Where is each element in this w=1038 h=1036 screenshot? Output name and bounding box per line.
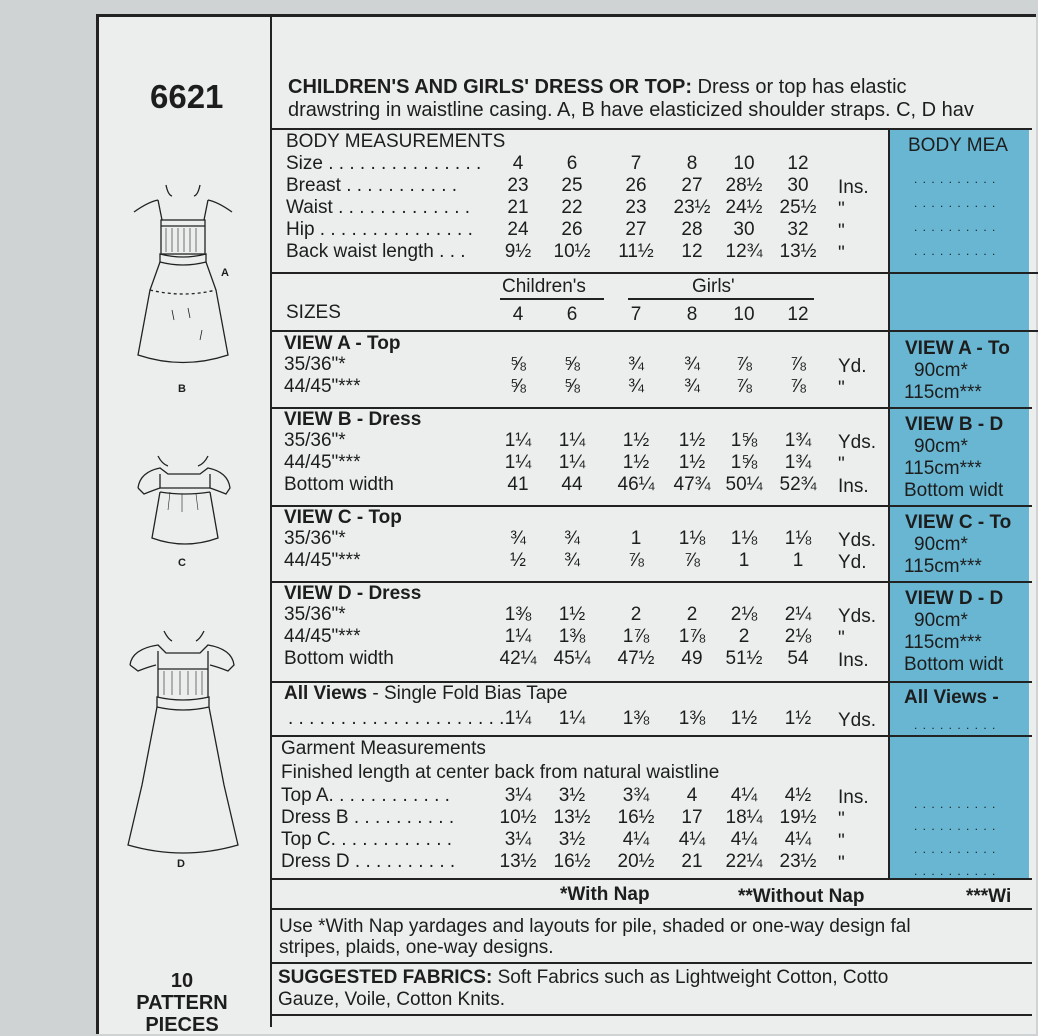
nap-note-line1: Use *With Nap yardages and layouts for pile, shaded or one-way design fal [279, 916, 911, 937]
yardage-value: 54 [787, 648, 809, 669]
yardage-value: 1⅛ [784, 528, 812, 549]
measurement-value: 25 [561, 175, 583, 196]
garment-value: 4¼ [678, 829, 706, 850]
yardage-value: 1 [792, 550, 804, 571]
metric-dots: . . . . . . . . . . [914, 864, 997, 878]
view-heading [284, 409, 421, 431]
measurement-value: 8 [686, 153, 698, 174]
pattern-pieces [112, 970, 252, 1036]
yardage-value: 42¼ [499, 648, 537, 669]
yardage-value: 41 [507, 474, 529, 495]
garment-value: 19½ [779, 807, 817, 828]
garment-heading: Garment Measurements [281, 738, 486, 759]
view-row-unit: Ins. [838, 650, 869, 671]
yardage-value: ¾ [564, 528, 580, 549]
yardage-value: 51½ [725, 648, 763, 669]
section-divider [272, 1014, 1032, 1016]
garment-value: 13½ [553, 807, 591, 828]
yardage-value: ⅝ [510, 354, 526, 375]
yardage-value: ¾ [510, 528, 526, 549]
yardage-value: 47¾ [673, 474, 711, 495]
measurement-value: 23 [507, 175, 529, 196]
yardage-value: 1 [630, 528, 642, 549]
yardage-value: 1½ [558, 604, 586, 625]
yardage-value: 1½ [622, 452, 650, 473]
measurement-value: 26 [561, 219, 583, 240]
view-row-unit: Ins. [838, 476, 869, 497]
measurement-value: 12 [681, 241, 703, 262]
all-views-heading [284, 683, 567, 705]
fabrics-heading: SUGGESTED FABRICS: [278, 967, 493, 988]
view-row-label: 44/45"*** [284, 376, 361, 397]
metric-dots: . . . . . . . . . . [914, 842, 997, 856]
pattern-pieces-label2: PIECES [145, 1014, 219, 1036]
view-name: VIEW D [284, 583, 352, 604]
third-nap-legend: ***Wi [966, 886, 1012, 907]
view-row-label: 35/36"* [284, 354, 346, 375]
yardage-value: 1¼ [558, 452, 586, 473]
yardage-value: ¾ [628, 354, 644, 375]
garment-value: 3½ [558, 785, 586, 806]
without-nap-legend: **Without Nap [738, 886, 865, 907]
size-value: 4 [512, 304, 524, 325]
section-divider [272, 908, 1032, 910]
garment-value: 17 [681, 807, 703, 828]
yardage-value: 2⅛ [730, 604, 758, 625]
garment-value: 22¼ [725, 851, 763, 872]
dress-d-illustration [120, 625, 245, 855]
suggested-fabrics [278, 967, 888, 989]
yardage-value: 2 [738, 626, 750, 647]
garment-value: 13½ [499, 851, 537, 872]
yardage-value: ⅞ [628, 550, 644, 571]
figure-label-a: A [221, 267, 229, 279]
view-heading [284, 333, 400, 355]
yardage-value: 1¼ [504, 430, 532, 451]
measurement-label: Hip . . . . . . . . . . . . . . . [286, 219, 473, 240]
all-views-kind: - Single Fold Bias Tape [367, 683, 568, 704]
top-c-illustration [130, 450, 240, 555]
yardage-value: 46¼ [617, 474, 655, 495]
yardage-value: ¾ [684, 354, 700, 375]
measurement-value: 28 [681, 219, 703, 240]
view-name: VIEW A [284, 333, 351, 354]
view-row-unit: " [838, 378, 845, 399]
yardage-value: 1⅞ [622, 626, 650, 647]
measurement-value: 9½ [504, 241, 532, 262]
view-kind: - Top [350, 333, 401, 354]
size-value: 7 [630, 304, 642, 325]
section-divider [272, 272, 888, 274]
view-row-label: 35/36"* [284, 430, 346, 451]
girls-sizes-label: Girls' [692, 276, 735, 297]
yardage-value: ½ [510, 550, 526, 571]
metric-row2: 115cm*** [904, 556, 982, 577]
metric-view-name: VIEW B - D [905, 414, 1004, 435]
garment-value: 3¼ [504, 785, 532, 806]
view-name: VIEW B [284, 409, 352, 430]
measurement-value: 27 [681, 175, 703, 196]
measurement-label: Size . . . . . . . . . . . . . . . [286, 153, 482, 174]
metric-row2: 115cm*** [904, 632, 982, 653]
body-measurements-heading: BODY MEASUREMENTS [286, 131, 506, 152]
yardage-value: 1½ [678, 430, 706, 451]
figure-label-d: D [177, 858, 185, 870]
with-nap-legend: *With Nap [560, 884, 650, 905]
garment-label: Top C. . . . . . . . . . . . [281, 829, 453, 850]
garment-unit: " [838, 809, 845, 830]
view-row-unit: Yds. [838, 432, 877, 453]
measurement-value: 24 [507, 219, 529, 240]
all-views-dots: . . . . . . . . . . . . . . . . . . . . . [288, 708, 505, 729]
view-kind: - Dress [351, 583, 422, 604]
metric-row1: 90cm* [914, 610, 968, 631]
yardage-value: 2¼ [784, 604, 812, 625]
garment-value: 16½ [617, 807, 655, 828]
yardage-value: ⅝ [564, 376, 580, 397]
metric-row1: 90cm* [914, 436, 968, 457]
measurement-value: 26 [625, 175, 647, 196]
figure-label-c: C [178, 557, 186, 569]
metric-row3: Bottom widt [904, 480, 1004, 501]
measurement-value: 23½ [673, 197, 711, 218]
pattern-heading: CHILDREN'S AND GIRLS' DRESS OR TOP: [288, 76, 692, 98]
yardage-value: 1⅞ [678, 626, 706, 647]
measurement-label: Back waist length . . . [286, 241, 466, 262]
garment-label: Dress D . . . . . . . . . . [281, 851, 456, 872]
view-row-label: 35/36"* [284, 528, 346, 549]
metric-view-name: VIEW A - To [905, 338, 1010, 359]
all-views-unit: Yds. [838, 710, 877, 731]
measurement-value: 25½ [779, 197, 817, 218]
garment-value: 3¼ [504, 829, 532, 850]
view-row-unit: Yds. [838, 606, 877, 627]
garment-label: Top A. . . . . . . . . . . . [281, 785, 450, 806]
yardage-value: 1½ [678, 452, 706, 473]
yardage-value: ⅞ [790, 354, 806, 375]
measurement-value: 10½ [553, 241, 591, 262]
garment-value: 16½ [553, 851, 591, 872]
measurement-value: 22 [561, 197, 583, 218]
yardage-value: 44 [561, 474, 583, 495]
measurement-value: 23 [625, 197, 647, 218]
yardage-value: 1⅛ [678, 528, 706, 549]
yardage-value: 1¼ [504, 626, 532, 647]
size-group-rule [628, 298, 814, 300]
section-divider [272, 962, 1032, 964]
measurement-unit: " [838, 199, 845, 220]
section-divider [888, 272, 1038, 274]
measurement-unit: Ins. [838, 177, 869, 198]
view-row-label: 35/36"* [284, 604, 346, 625]
metric-row2: 115cm*** [904, 382, 982, 403]
metric-dots: . . . . . . . . . . [914, 172, 997, 186]
garment-value: 4 [686, 785, 698, 806]
yardage-value: ¾ [628, 376, 644, 397]
yardage-value: ⅞ [736, 354, 752, 375]
pattern-number: 6621 [150, 78, 224, 115]
view-kind: - Top [351, 507, 402, 528]
pattern-description [288, 76, 1028, 122]
fabrics-line1: Soft Fabrics such as Lightweight Cotton, Cotto [492, 967, 889, 988]
size-value: 12 [787, 304, 809, 325]
measurement-value: 28½ [725, 175, 763, 196]
measurement-value: 12¾ [725, 241, 763, 262]
view-row-label: Bottom width [284, 648, 394, 669]
children-sizes-label: Children's [502, 276, 586, 297]
yardage-value: 1 [738, 550, 750, 571]
section-divider [888, 330, 1038, 332]
description-line1: Dress or top has elastic [697, 76, 907, 98]
yardage-value: 52¾ [779, 474, 817, 495]
yardage-value: 1⅜ [558, 626, 586, 647]
metric-row1: 90cm* [914, 360, 968, 381]
all-views-name: All Views [284, 683, 368, 704]
yardage-value: ⅝ [564, 354, 580, 375]
nap-note-line2: stripes, plaids, one-way designs. [279, 937, 554, 958]
yardage-value: 2 [630, 604, 642, 625]
size-value: 8 [686, 304, 698, 325]
garment-value: 3½ [558, 829, 586, 850]
metric-dots: . . . . . . . . . . [914, 797, 997, 811]
view-row-label: 44/45"*** [284, 626, 361, 647]
measurement-unit: " [838, 221, 845, 242]
figure-label-b: B [178, 383, 186, 395]
metric-view-name: VIEW D - D [905, 588, 1004, 609]
metric-view-name: VIEW C - To [905, 512, 1012, 533]
yardage-value: 1⅜ [504, 604, 532, 625]
yardage-value: 1½ [622, 430, 650, 451]
garment-value: 4¼ [730, 829, 758, 850]
yardage-value: 2 [686, 604, 698, 625]
measurement-value: 4 [512, 153, 524, 174]
garment-label: Dress B . . . . . . . . . . [281, 807, 455, 828]
view-row-unit: " [838, 454, 845, 475]
sizes-label: SIZES [286, 302, 341, 323]
garment-unit: Ins. [838, 787, 869, 808]
garment-value: 23½ [779, 851, 817, 872]
pattern-pieces-count: 10 [170, 970, 194, 992]
measurement-value: 11½ [618, 241, 654, 262]
divider [888, 128, 890, 880]
yardage-value: 1¾ [784, 430, 812, 451]
garment-value: 4½ [784, 785, 812, 806]
view-row-unit: Yds. [838, 530, 877, 551]
measurement-value: 10 [733, 153, 755, 174]
metric-dots: . . . . . . . . . . [914, 718, 997, 732]
measurement-value: 30 [733, 219, 755, 240]
view-kind: - Dress [351, 409, 422, 430]
yardage-value: ¾ [564, 550, 580, 571]
garment-subheading: Finished length at center back from natural waistline [281, 762, 720, 783]
measurement-value: 12 [787, 153, 809, 174]
metric-row2: 115cm*** [904, 458, 982, 479]
yardage-value: 1⅝ [730, 430, 758, 451]
garment-value: 4¼ [730, 785, 758, 806]
section-divider [272, 128, 1032, 130]
measurement-value: 30 [787, 175, 809, 196]
yardage-value: ⅞ [684, 550, 700, 571]
yardage-value: ¾ [684, 376, 700, 397]
metric-dots: . . . . . . . . . . [914, 244, 997, 258]
measurement-label: Breast . . . . . . . . . . . [286, 175, 458, 196]
size-value: 10 [733, 304, 755, 325]
garment-unit: " [838, 853, 845, 874]
measurement-value: 7 [630, 153, 642, 174]
garment-value: 18¼ [725, 807, 763, 828]
view-row-unit: Yd. [838, 356, 867, 377]
view-heading [284, 507, 402, 529]
garment-value: 4¼ [622, 829, 650, 850]
view-name: VIEW C [284, 507, 352, 528]
yardage-value: ⅝ [510, 376, 526, 397]
measurement-unit: " [838, 243, 845, 264]
yardage-value: ⅞ [736, 376, 752, 397]
bias-tape-value: 1⅜ [622, 708, 650, 729]
bias-tape-value: 1¼ [504, 708, 532, 729]
bias-tape-value: 1⅜ [678, 708, 706, 729]
view-heading [284, 583, 421, 605]
yardage-value: 47½ [617, 648, 655, 669]
measurement-value: 21 [507, 197, 529, 218]
metric-row1: 90cm* [914, 534, 968, 555]
yardage-value: ⅞ [790, 376, 806, 397]
garment-value: 20½ [617, 851, 655, 872]
yardage-value: 2⅛ [784, 626, 812, 647]
yardage-value: 1¼ [558, 430, 586, 451]
metric-row3: Bottom widt [904, 654, 1004, 675]
section-divider [272, 330, 888, 332]
metric-all-views: All Views - [904, 687, 999, 708]
size-value: 6 [566, 304, 578, 325]
measurement-value: 32 [787, 219, 809, 240]
pattern-pieces-label: PATTERN [136, 992, 228, 1014]
yardage-value: 1¼ [504, 452, 532, 473]
fabrics-line2: Gauze, Voile, Cotton Knits. [278, 989, 506, 1010]
garment-value: 3¾ [622, 785, 650, 806]
yardage-value: 1¾ [784, 452, 812, 473]
garment-value: 10½ [499, 807, 537, 828]
garment-value: 21 [681, 851, 703, 872]
measurement-value: 27 [625, 219, 647, 240]
yardage-value: 1⅝ [730, 452, 758, 473]
dress-a-b-illustration [128, 180, 238, 380]
garment-value: 4¼ [784, 829, 812, 850]
measurement-value: 6 [566, 153, 578, 174]
yardage-value: 1⅛ [730, 528, 758, 549]
metric-dots: . . . . . . . . . . [914, 220, 997, 234]
bias-tape-value: 1¼ [558, 708, 586, 729]
view-row-unit: " [838, 628, 845, 649]
measurement-value: 13½ [779, 241, 817, 262]
metric-dots: . . . . . . . . . . [914, 196, 997, 210]
metric-heading: BODY MEA [908, 135, 1008, 156]
size-group-rule [500, 298, 604, 300]
measurement-value: 24½ [725, 197, 763, 218]
yardage-value: 45¼ [553, 648, 591, 669]
measurement-label: Waist . . . . . . . . . . . . . [286, 197, 471, 218]
metric-dots: . . . . . . . . . . [914, 819, 997, 833]
garment-unit: " [838, 831, 845, 852]
view-row-label: Bottom width [284, 474, 394, 495]
bias-tape-value: 1½ [784, 708, 812, 729]
yardage-value: 50¼ [725, 474, 763, 495]
yardage-value: 49 [681, 648, 703, 669]
view-row-label: 44/45"*** [284, 452, 361, 473]
view-row-label: 44/45"*** [284, 550, 361, 571]
bias-tape-value: 1½ [730, 708, 758, 729]
description-line2: drawstring in waistline casing. A, B have elasticized shoulder straps. C, D hav [288, 99, 974, 121]
view-row-unit: Yd. [838, 552, 867, 573]
